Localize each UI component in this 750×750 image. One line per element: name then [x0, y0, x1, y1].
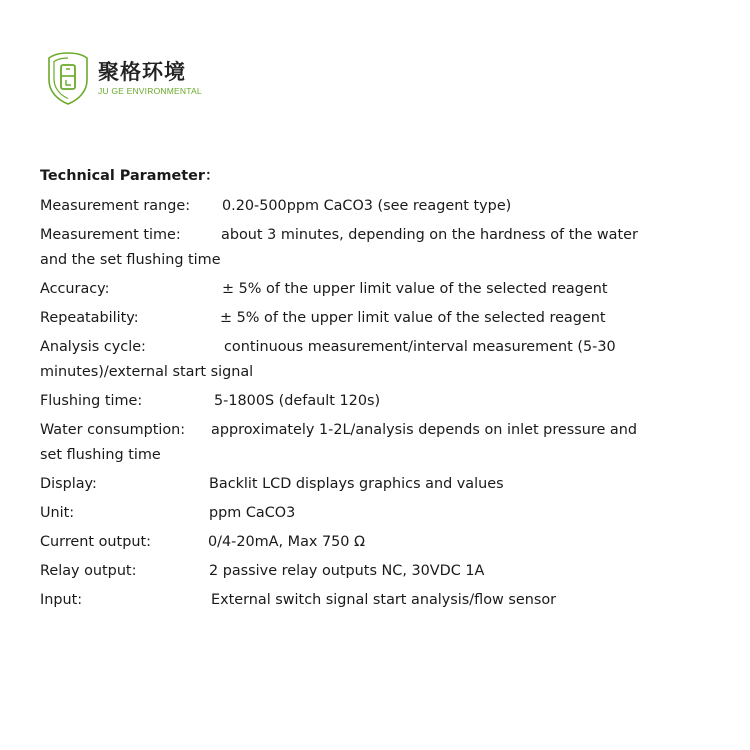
- param-row-analysis-cycle: [40, 333, 680, 387]
- param-label: Relay output:: [40, 563, 137, 579]
- param-label: Accuracy:: [40, 281, 110, 297]
- company-name-chinese: 聚格环境: [98, 60, 186, 84]
- param-label: Flushing time:: [40, 393, 143, 409]
- param-row-measurement-time: [40, 221, 680, 275]
- param-row-display: [40, 470, 680, 499]
- param-label: Analysis cycle:: [40, 339, 146, 355]
- param-row-flushing-time: [40, 387, 680, 416]
- param-value: about 3 minutes, depending on the hardness of the water: [221, 227, 638, 243]
- company-logo: [46, 50, 202, 106]
- param-label: Measurement range:: [40, 198, 191, 214]
- shield-icon: [46, 50, 90, 106]
- param-value: ppm CaCO3: [209, 505, 296, 521]
- param-row-repeatability: [40, 304, 680, 333]
- param-label: Repeatability:: [40, 310, 139, 326]
- param-value: 5-1800S (default 120s): [214, 393, 381, 409]
- param-value: 2 passive relay outputs NC, 30VDC 1A: [209, 563, 485, 579]
- section-heading: Technical Parameter：: [40, 168, 220, 184]
- param-value: 0.20-500ppm CaCO3 (see reagent type): [222, 198, 512, 214]
- param-row-current-output: [40, 528, 680, 557]
- param-row-unit: [40, 499, 680, 528]
- param-value: External switch signal start analysis/flow sensor: [211, 592, 557, 608]
- param-value: Backlit LCD displays graphics and values: [209, 476, 504, 492]
- param-value-continuation: set flushing time: [40, 447, 161, 463]
- param-row-relay-output: [40, 557, 680, 586]
- param-label: Current output:: [40, 534, 151, 550]
- company-name-english: JU GE ENVIRONMENTAL: [98, 86, 202, 96]
- param-label: Water consumption:: [40, 422, 186, 438]
- param-value-continuation: and the set flushing time: [40, 252, 221, 268]
- param-row-water-consumption: [40, 416, 680, 470]
- param-row-measurement-range: [40, 192, 680, 221]
- param-value: ± 5% of the upper limit value of the selected reagent: [220, 310, 606, 326]
- param-value: 0/4-20mA, Max 750 Ω: [208, 534, 366, 550]
- param-label: Unit:: [40, 505, 75, 521]
- param-row-input: [40, 586, 680, 615]
- param-row-accuracy: [40, 275, 680, 304]
- param-value: approximately 1-2L/analysis depends on inlet pressure and: [211, 422, 637, 438]
- param-value: continuous measurement/interval measurement (5-30: [224, 339, 616, 355]
- param-value: ± 5% of the upper limit value of the selected reagent: [222, 281, 608, 297]
- param-label: Input:: [40, 592, 83, 608]
- param-label: Measurement time:: [40, 227, 181, 243]
- param-label: Display:: [40, 476, 97, 492]
- technical-parameters: [40, 163, 680, 615]
- param-value-continuation: minutes)/external start signal: [40, 364, 254, 380]
